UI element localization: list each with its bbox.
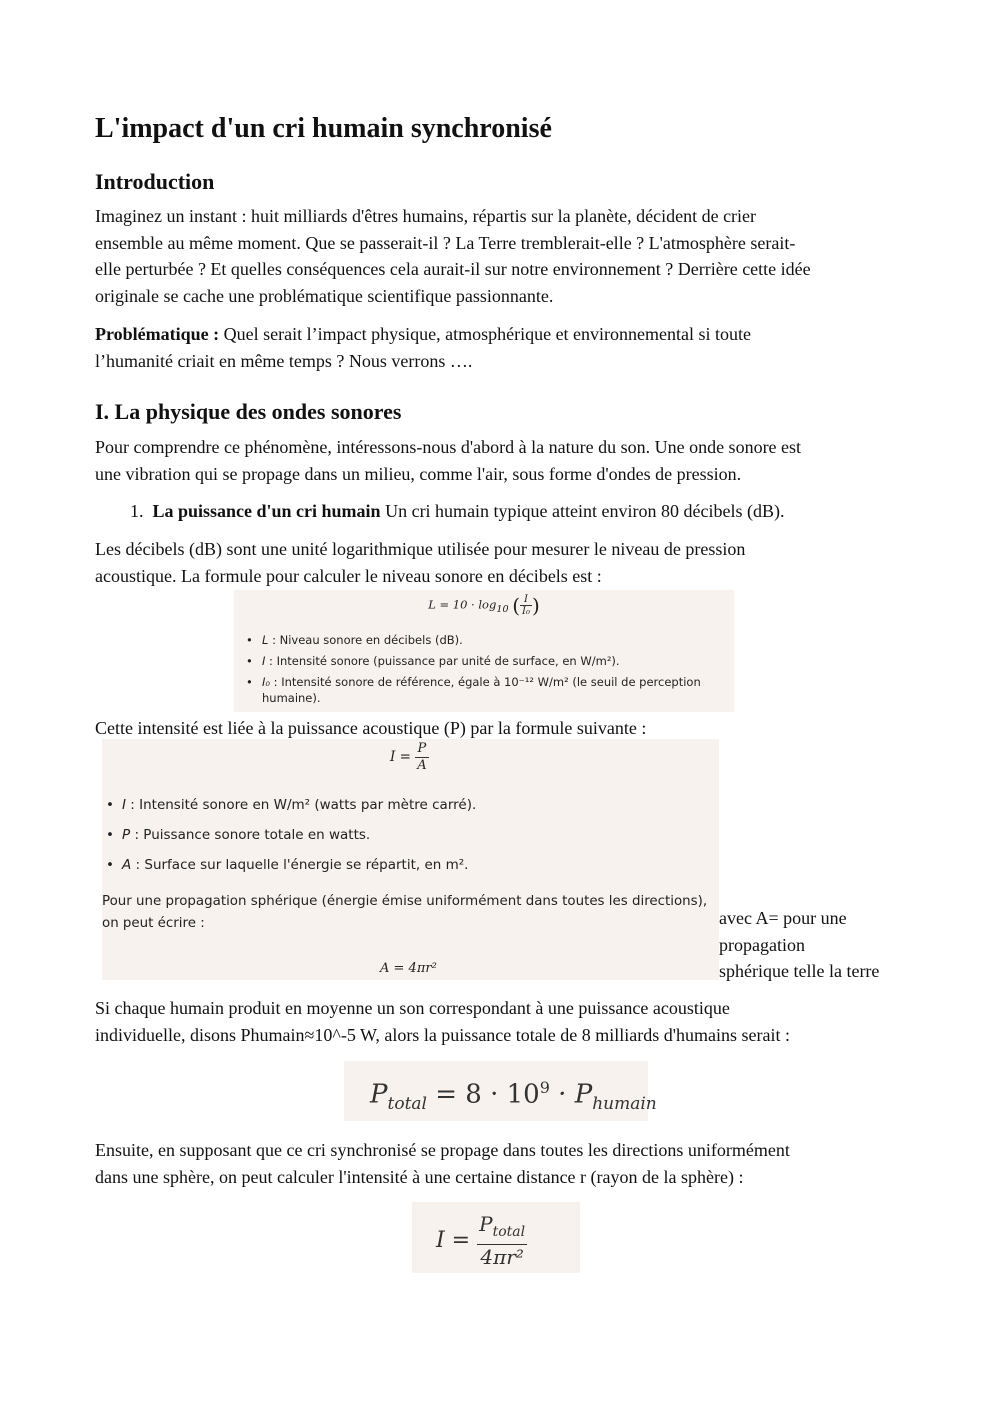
- sphere-line: dans une sphère, on peut calculer l'intensité à une certaine distance r (rayon de la sphère) :: [95, 1166, 744, 1187]
- intro-line: ensemble au même moment. Que se passerait-il ? La Terre tremblerait-elle ? L'atmosphère serait-: [95, 232, 796, 253]
- intensity-legend: [102, 795, 712, 875]
- area-formula: A = 4πr²: [380, 961, 437, 976]
- si-num: P: [479, 1212, 493, 1236]
- formula-image-sphere-intensity: [412, 1202, 580, 1273]
- legend-item: [102, 795, 712, 815]
- legend-item: [242, 674, 732, 706]
- intensity-line: Cette intensité est liée à la puissance acoustique (P) par la formule suivante :: [95, 718, 647, 738]
- decibel-formula-sub: 10: [496, 603, 509, 615]
- list-item-cri-power: [130, 498, 910, 525]
- legend-text: : Surface sur laquelle l'énergie se répartit, en m².: [131, 857, 469, 873]
- intensity-formula: [390, 741, 429, 774]
- formula-image-decibel: [234, 590, 734, 712]
- legend-item: [242, 632, 732, 648]
- legend-text: : Intensité sonore de référence, égale à 10⁻¹² W/m² (le seuil de perception: [270, 675, 701, 689]
- power-line: Si chaque humain produit en moyenne un son correspondant à une puissance acoustique: [95, 998, 730, 1018]
- tp-lhs-sub: total: [387, 1093, 427, 1114]
- intro-heading: Introduction: [95, 169, 215, 194]
- power-paragraph: [95, 995, 915, 1048]
- legend-symbol: I₀: [262, 675, 271, 689]
- tp-mid: = 8 · 10: [426, 1079, 540, 1110]
- tp-dot: · P: [549, 1079, 593, 1110]
- si-lhs: I =: [436, 1228, 471, 1253]
- decibel-fraction-den: I₀: [522, 606, 530, 617]
- problem-label: Problématique :: [95, 324, 220, 344]
- tp-lhs: P: [370, 1079, 388, 1110]
- section1-intro: [95, 434, 915, 487]
- decibel-formula-lhs: L = 10 · log: [428, 597, 497, 612]
- intro-line: Imaginez un instant : huit milliards d'êtres humains, répartis sur la planète, décident de crier: [95, 206, 757, 226]
- section1-intro-line: une vibration qui se propage dans un milieu, comme l'air, sous forme d'ondes de pression.: [95, 463, 742, 484]
- db-line: Les décibels (dB) sont une unité logarithmique utilisée pour mesurer le niveau de pression: [95, 539, 746, 559]
- spherical-note-line: on peut écrire :: [102, 916, 205, 931]
- db-line: acoustique. La formule pour calculer le niveau sonore en décibels est :: [95, 565, 602, 586]
- legend-symbol: P: [122, 827, 131, 843]
- intro-line: originale se cache une problématique scientifique passionnante.: [95, 285, 554, 306]
- decibel-formula: $L = 10 \cdot \log_{10}$ ( $\frac{I}{\text{I₀}}$ ): [428, 593, 540, 618]
- spherical-note: [102, 891, 719, 935]
- tp-rhs-sub: humain: [592, 1093, 657, 1114]
- intro-line: elle perturbée ? Et quelles conséquences cela aurait-il sur notre environnement ? Derrière cette idée: [95, 259, 811, 279]
- spherical-note-line: Pour une propagation sphérique (énergie émise uniformément dans toutes les directions),: [102, 894, 708, 909]
- legend-item: [242, 653, 732, 669]
- si-den: 4πr²: [480, 1245, 524, 1269]
- formula-image-total-power: [344, 1061, 657, 1121]
- page-title: L'impact d'un cri humain synchronisé: [95, 113, 552, 144]
- legend-text-cont: humaine).: [262, 691, 321, 705]
- sphere-line: Ensuite, en supposant que ce cri synchronisé se propage dans toutes les directions uniformément: [95, 1140, 790, 1160]
- side-note-line: sphérique telle la terre: [719, 961, 880, 981]
- si-num-sub: total: [492, 1224, 526, 1240]
- power-line: individuelle, disons Phumain≈10^-5 W, alors la puissance totale de 8 milliards d'humains serait :: [95, 1024, 790, 1045]
- legend-symbol: L: [262, 633, 269, 647]
- problem-text: Quel serait l’impact physique, atmosphérique et environnemental si toute: [223, 324, 752, 344]
- decibel-fraction-num: I: [520, 594, 532, 606]
- legend-symbol: I: [262, 654, 266, 668]
- legend-text: : Puissance sonore totale en watts.: [130, 827, 371, 843]
- sphere-paragraph: [95, 1137, 915, 1190]
- formula-image-intensity: [102, 739, 719, 980]
- intensity-fraction-num: P: [415, 741, 428, 758]
- intensity-fraction-den: A: [417, 758, 427, 773]
- db-paragraph: [95, 536, 915, 589]
- legend-symbol: A: [122, 857, 132, 873]
- decibel-legend: [242, 632, 732, 706]
- legend-text: : Niveau sonore en décibels (dB).: [268, 633, 463, 647]
- legend-text: : Intensité sonore en W/m² (watts par mètre carré).: [125, 797, 477, 813]
- legend-text: : Intensité sonore (puissance par unité de surface, en W/m²).: [265, 654, 620, 668]
- list-bold: La puissance d'un cri humain: [152, 501, 381, 521]
- list-text: Un cri humain typique atteint environ 80 décibels (dB).: [385, 501, 785, 521]
- legend-item: [102, 825, 712, 845]
- side-note: [719, 905, 919, 985]
- legend-symbol: I: [122, 797, 126, 813]
- intro-paragraph: [95, 203, 915, 309]
- intensity-formula-lhs: I =: [390, 749, 411, 765]
- section1-intro-line: Pour comprendre ce phénomène, intéressons-nous d'abord à la nature du son. Une onde sonore est: [95, 437, 802, 457]
- total-power-formula: [370, 1073, 657, 1119]
- side-note-line: avec A= pour une: [719, 908, 847, 928]
- problem-text-cont: l’humanité criait en même temps ? Nous verrons ….: [95, 350, 473, 371]
- sphere-intensity-formula: [436, 1212, 527, 1269]
- section1-heading: I. La physique des ondes sonores: [95, 399, 402, 424]
- side-note-line: propagation: [719, 934, 805, 955]
- tp-exp: 9: [539, 1078, 550, 1097]
- list-number: 1.: [130, 501, 144, 521]
- problem-statement: [95, 321, 915, 374]
- legend-item: [102, 855, 712, 875]
- intensity-paragraph: [95, 715, 915, 742]
